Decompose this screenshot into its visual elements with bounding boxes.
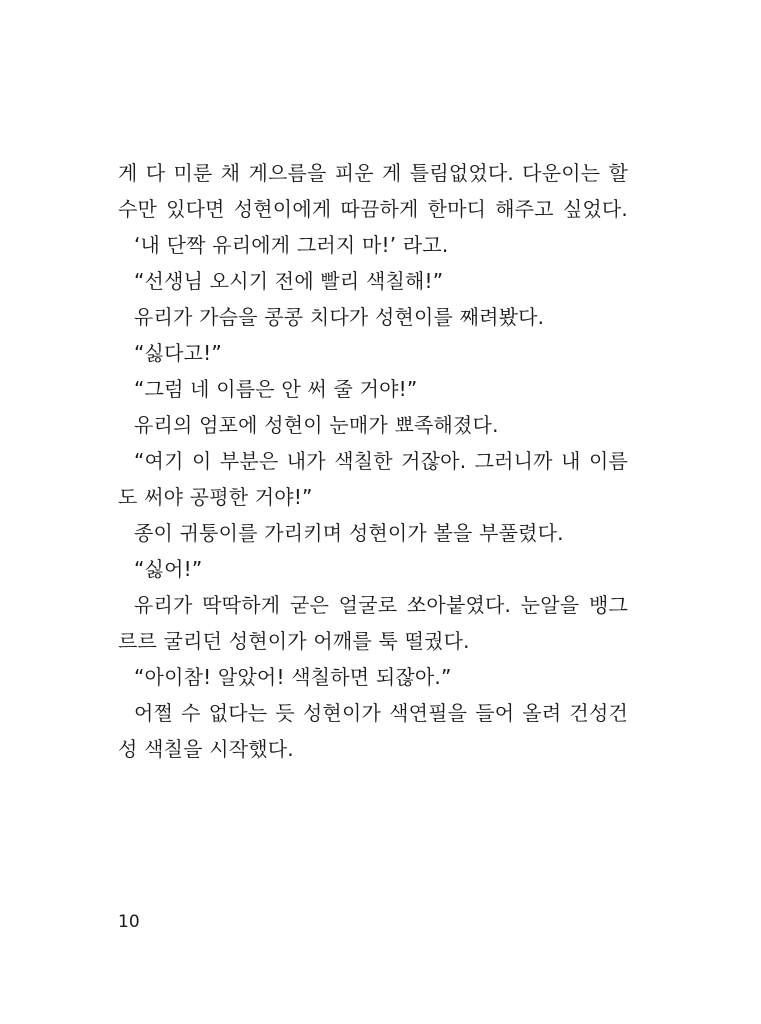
text-line: “선생님 오시기 전에 빨리 색칠해!” (134, 269, 444, 293)
text-line: “싫어!” (134, 557, 203, 581)
text-line: ‘내 단짝 유리에게 그러지 마!’ 라고. (134, 233, 449, 257)
text-line: 게 다 미룬 채 게으름을 피운 게 틀림없었다. 다운이는 할 (118, 161, 628, 185)
text-line: 르르 굴리던 성현이가 어깨를 툭 떨궜다. (118, 629, 470, 653)
text-line: 수만 있다면 성현이에게 따끔하게 한마디 해주고 싶었다. (118, 197, 628, 221)
text-line: “여기 이 부분은 내가 색칠한 거잖아. 그러니까 내 이름 (134, 449, 628, 473)
page-number: 10 (118, 912, 140, 932)
text-line: 유리가 가슴을 콩콩 치다가 성현이를 째려봤다. (134, 305, 545, 329)
text-line: “싫다고!” (134, 341, 222, 365)
text-line: 도 써야 공평한 거야!” (118, 485, 313, 509)
body-text (118, 155, 628, 767)
text-line: 유리가 딱딱하게 굳은 얼굴로 쏘아붙였다. 눈알을 뱅그 (134, 593, 628, 617)
text-line: 성 색칠을 시작했다. (118, 737, 294, 761)
text-line: 유리의 엄포에 성현이 눈매가 뾰족해졌다. (134, 413, 499, 437)
text-line: “아이참! 알았어! 색칠하면 되잖아.” (134, 665, 452, 689)
text-line: 어쩔 수 없다는 듯 성현이가 색연필을 들어 올려 건성건 (134, 701, 628, 725)
text-line: 종이 귀퉁이를 가리키며 성현이가 볼을 부풀렸다. (134, 521, 564, 545)
text-line: “그럼 네 이름은 안 써 줄 거야!” (134, 377, 418, 401)
